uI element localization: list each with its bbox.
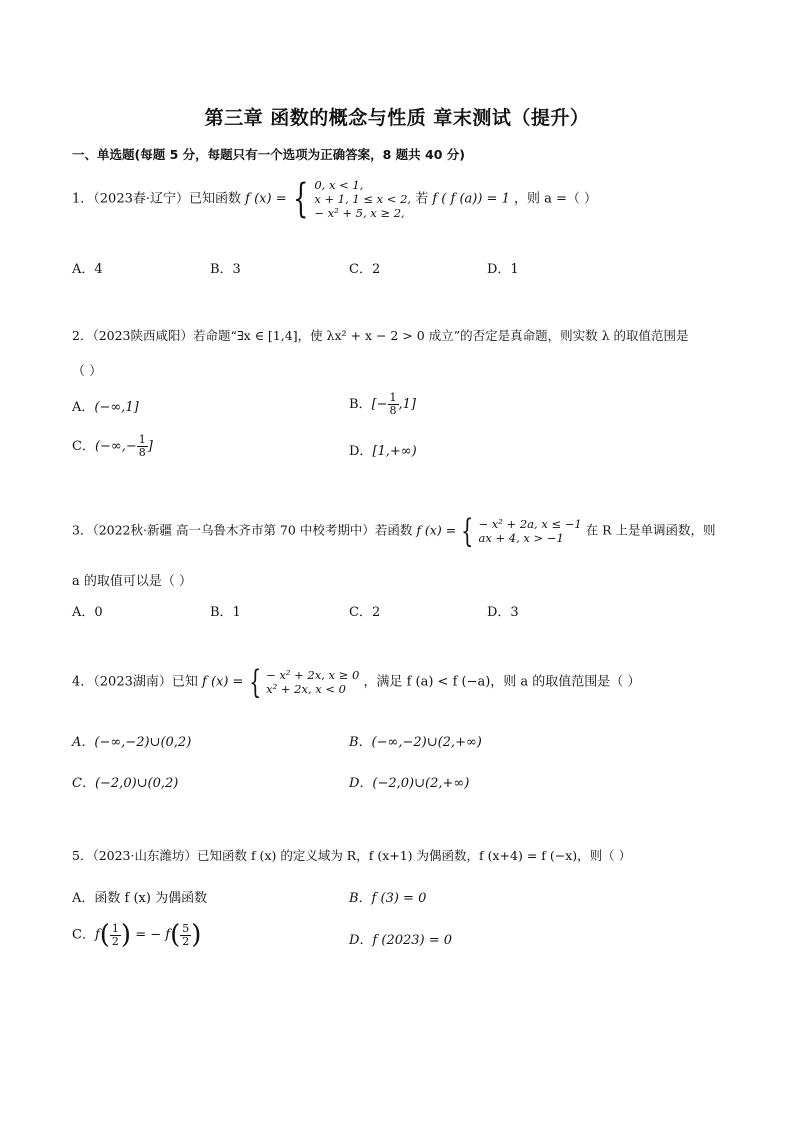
q4-option-b[interactable]: B．(−∞,−2)∪(2,+∞)	[349, 735, 482, 750]
q4-case-2: x² + 2x, x < 0	[266, 682, 346, 696]
q2-option-b-den: 8	[389, 404, 397, 417]
q3-brace: {	[461, 512, 474, 550]
q3-option-b[interactable]: B．1	[210, 605, 241, 620]
q4-case-1: − x² + 2x, x ≥ 0	[266, 668, 360, 682]
q4-function-lhs: f (x) =	[202, 674, 244, 690]
q2-option-a[interactable]	[72, 396, 139, 415]
q5-option-c-num1: 1	[111, 921, 119, 935]
section-heading: 一、单选题(每题 5 分，每题只有一个选项为正确答案，8 题共 40 分)	[72, 147, 465, 162]
q1-brace: {	[292, 176, 309, 222]
q4-option-a[interactable]: A．(−∞,−2)∪(0,2)	[72, 735, 192, 750]
q5-option-c-frac1	[110, 923, 121, 948]
q1-option-b[interactable]: B．3	[210, 262, 241, 277]
q2-option-b-fraction	[388, 392, 399, 417]
q3-stem-prefix: 3．（2022秋·新疆 高一乌鲁木齐市第 70 中校考期中）若函数	[72, 522, 413, 538]
q4-stem-prefix: 4．（2023湖南）已知	[72, 674, 198, 690]
q1-case-3: − x² + 5, x ≥ 2,	[314, 206, 405, 220]
q1-stem-prefix: 1．（2023春·辽宁）已知函数	[72, 191, 241, 207]
q1-condition: f ( f (a)) = 1	[432, 191, 510, 207]
q1-case-2: x + 1, 1 ≤ x < 2,	[314, 192, 412, 206]
q3-option-c[interactable]: C．2	[349, 605, 381, 620]
q5-paren-open-1: (	[99, 920, 110, 950]
q5-option-d[interactable]: D．f (2023) = 0	[349, 933, 453, 948]
q5-option-c[interactable]	[72, 922, 201, 948]
q1-stem-suffix: ，则 a =（ ）	[514, 191, 598, 207]
q5-option-c-mid: = − f	[135, 927, 171, 943]
q5-option-a[interactable]: A．函数 f (x) 为偶函数	[72, 891, 208, 906]
q5-option-c-frac2	[180, 923, 191, 948]
question-4-stem	[72, 663, 641, 701]
q2-option-c-pre: (−∞,−	[94, 439, 137, 454]
q3-option-a[interactable]: A．0	[72, 605, 103, 620]
question-1-stem	[72, 178, 597, 220]
q3-stem-suffix: 在 R 上是单调函数，则	[585, 522, 716, 538]
question-3-stem-line2: a 的取值可以是（ ）	[72, 574, 193, 589]
q2-option-c-fraction	[137, 434, 148, 459]
q2-option-c-post: ]	[147, 439, 153, 454]
q4-piecewise	[266, 668, 359, 696]
q2-option-d-label: D．	[349, 444, 373, 459]
question-2-stem-line2: （ ）	[72, 364, 103, 379]
q1-stem-mid: 若	[415, 191, 429, 207]
q2-option-a-label: A．	[72, 400, 95, 415]
q3-case-1: − x² + 2a, x ≤ −1	[478, 517, 582, 531]
page-title: 第三章 函数的概念与性质 章末测试（提升）	[204, 107, 590, 129]
q2-option-b-num: 1	[389, 391, 397, 404]
q5-paren-close-1: )	[120, 920, 132, 950]
q5-paren-close-2: )	[191, 920, 202, 950]
q1-piecewise	[314, 178, 411, 220]
q3-option-d[interactable]: D．3	[487, 605, 519, 620]
q2-option-d-value: [1,+∞)	[372, 444, 417, 459]
q3-function-lhs: f (x) =	[416, 522, 457, 538]
q3-piecewise	[479, 517, 582, 545]
q5-option-b[interactable]: B．f (3) = 0	[349, 891, 427, 906]
q4-brace: {	[248, 663, 261, 701]
q5-paren-open-2: (	[170, 920, 181, 950]
question-2-stem: 2．（2023陕西咸阳）若命题“∃x ∈ [1,4]，使 λx² + x − 2 > 0 成立”的否定是真命题，则实数 λ 的取值范围是	[72, 328, 689, 343]
q1-option-d[interactable]: D．1	[487, 262, 519, 277]
q1-case-1: 0, x < 1,	[314, 178, 364, 192]
q2-option-c[interactable]	[72, 434, 153, 459]
q2-option-a-value: (−∞,1]	[94, 400, 139, 415]
question-3-stem	[72, 512, 716, 550]
q4-option-c[interactable]: C．(−2,0)∪(0,2)	[72, 776, 179, 791]
question-5-stem: 5．（2023·山东潍坊）已知函数 f (x) 的定义域为 R，f (x+1) 为偶函数，f (x+4) = f (−x)，则（ ）	[72, 848, 632, 863]
q2-option-c-label: C．	[72, 439, 95, 454]
q5-option-c-den1: 2	[111, 934, 119, 948]
q5-option-c-den2: 2	[182, 934, 190, 948]
q2-option-b-label: B．	[349, 397, 372, 412]
q4-stem-suffix: ，满足 f (a) < f (−a)，则 a 的取值范围是（ ）	[363, 674, 641, 690]
q5-option-c-label: C．	[72, 927, 95, 943]
q2-option-c-den: 8	[138, 446, 146, 459]
q2-option-b-post: ,1]	[398, 397, 417, 412]
q1-option-c[interactable]: C．2	[349, 262, 381, 277]
q5-option-c-f1: f	[94, 927, 100, 943]
q1-function-lhs: f (x) =	[245, 191, 287, 207]
q2-option-c-num: 1	[138, 433, 146, 446]
q2-option-b-pre: [−	[371, 397, 388, 412]
q2-option-d[interactable]	[349, 440, 417, 459]
q4-option-d[interactable]: D．(−2,0)∪(2,+∞)	[349, 776, 470, 791]
q3-case-2: ax + 4, x > −1	[478, 531, 564, 545]
q5-option-c-num2: 5	[182, 921, 190, 935]
q2-option-b[interactable]	[349, 392, 416, 417]
q1-option-a[interactable]: A．4	[72, 262, 103, 277]
